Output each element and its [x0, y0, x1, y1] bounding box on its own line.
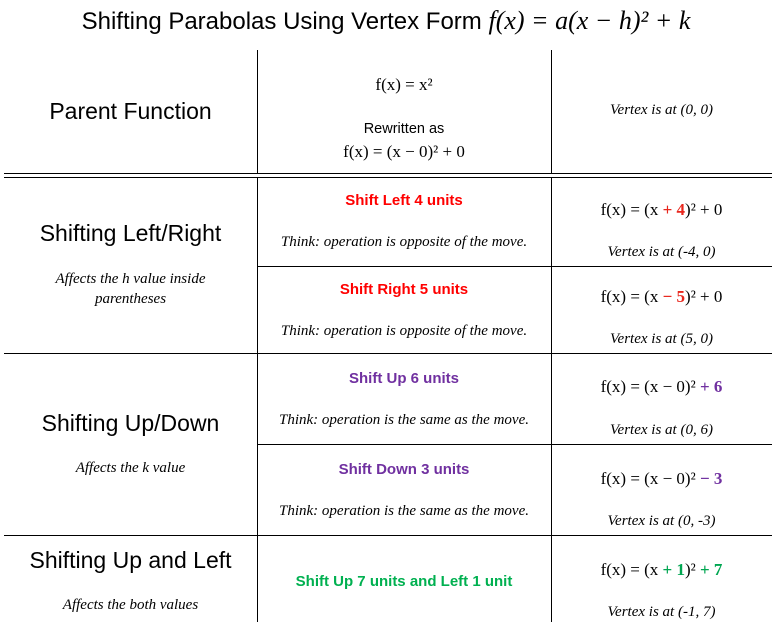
shift-down-vertex: Vertex is at (0, -3): [607, 513, 716, 529]
shift-left-think: Think: operation is opposite of the move.: [280, 234, 528, 250]
shift-up-think: Think: operation is the same as the move.: [279, 412, 529, 428]
parent-formula: f(x) = x²: [375, 75, 433, 94]
up-down-note: Affects the k value: [75, 460, 186, 476]
left-right-note: Affects the h value inside parentheses: [55, 271, 206, 307]
shift-right-formula: f(x) = (x − 5)² + 0: [600, 287, 723, 306]
shift-left-formula: f(x) = (x + 4)² + 0: [600, 200, 723, 219]
shift-up-left-formula: f(x) = (x + 1)² + 7: [600, 560, 723, 579]
shift-down-label: Shift Down 3 units: [338, 461, 470, 478]
shift-left-label: Shift Left 4 units: [345, 192, 463, 209]
shift-right-vertex: Vertex is at (5, 0): [610, 331, 713, 347]
shift-left-vertex: Vertex is at (-4, 0): [607, 244, 716, 260]
shift-up-left-label: Shift Up 7 units and Left 1 unit: [295, 573, 513, 590]
up-left-label: Shifting Up and Left: [29, 547, 232, 573]
left-right-label: Shifting Left/Right: [39, 220, 222, 246]
shift-up-left-vertex: Vertex is at (-1, 7): [607, 604, 716, 620]
shift-up-vertex: Vertex is at (0, 6): [610, 422, 713, 438]
parent-function-label: Parent Function: [49, 98, 212, 124]
parent-vertex: Vertex is at (0, 0): [610, 102, 713, 118]
title-text: Shifting Parabolas Using Vertex Form: [81, 8, 482, 35]
rewritten-formula: f(x) = (x − 0)² + 0: [343, 142, 465, 161]
up-left-note: Affects the both values: [62, 597, 199, 613]
up-down-label: Shifting Up/Down: [41, 410, 220, 436]
shift-down-formula: f(x) = (x − 0)² − 3: [600, 469, 723, 488]
shift-up-label: Shift Up 6 units: [349, 370, 459, 387]
shift-right-think: Think: operation is opposite of the move.: [280, 323, 528, 339]
shift-right-label: Shift Right 5 units: [339, 281, 469, 298]
shift-down-think: Think: operation is the same as the move.: [279, 503, 529, 519]
shift-up-formula: f(x) = (x − 0)² + 6: [600, 377, 723, 396]
title-formula: f(x) = a(x − h)² + k: [488, 6, 691, 35]
rewritten-label: Rewritten as: [363, 121, 445, 137]
